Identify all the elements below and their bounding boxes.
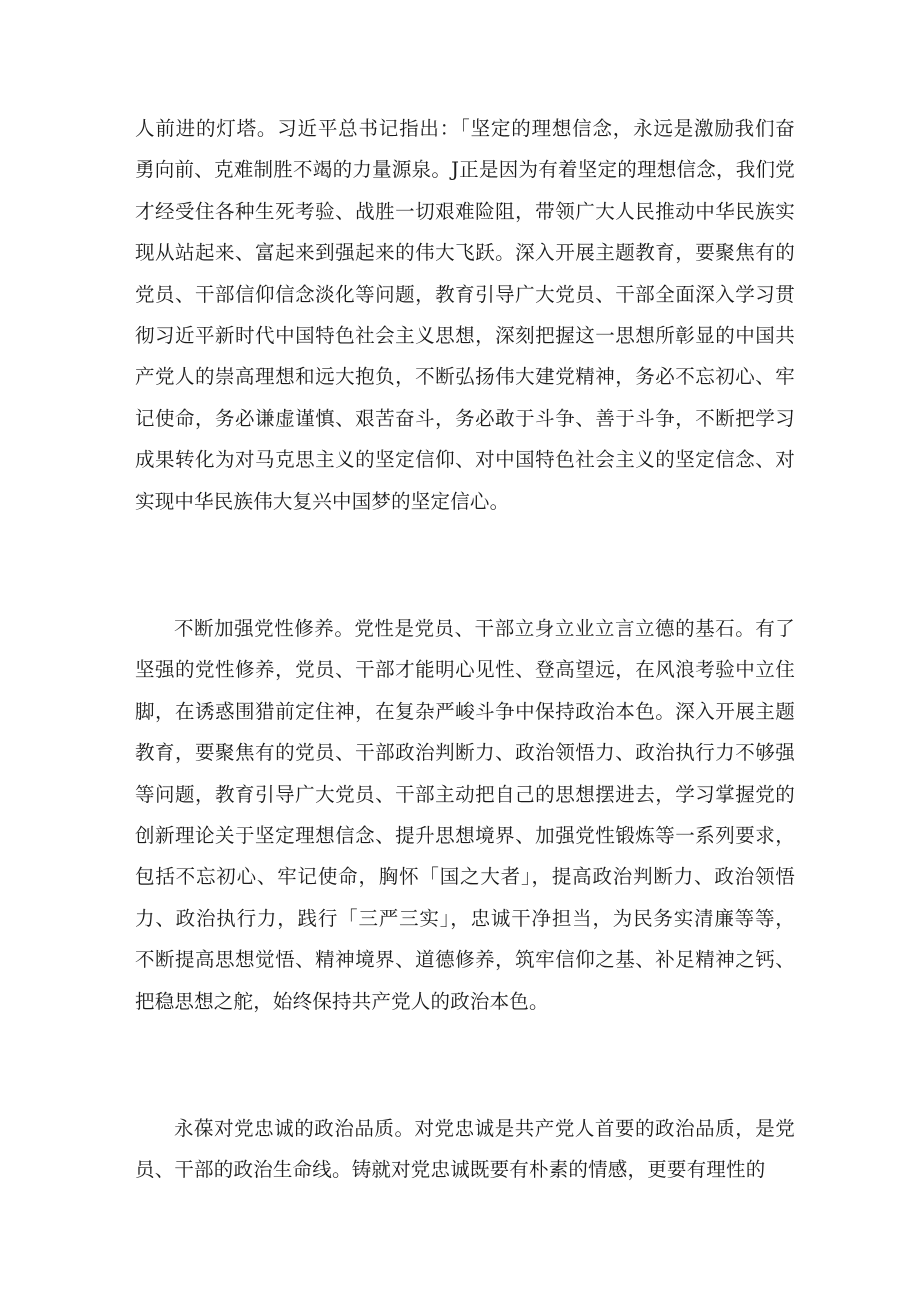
paragraph-ideals: 人前进的灯塔。习近平总书记指出：「坚定的理想信念，永远是激励我们奋勇向前、克难制胜不竭的力量源泉。J正是因为有着坚定的理想信念，我们党才经受住各种生死考验、战胜一切艰难险阻，带领广大人民推动中华民族实现从站起来、富起来到强起来的伟大飞跃。深入开展主题教育，要聚焦有的党员、干部信仰信念淡化等问题，教育引导广大党员、干部全面深入学习贯彻习近平新时代中国特色社会主义思想，深刻把握这一思想所彰显的中国共产党人的崇高理想和远大抱负，不断弘扬伟大建党精神，务必不忘初心、牢记使命，务必谦虚谨慎、艰苦奋斗，务必敢于斗争、善于斗争，不断把学习成果转化为对马克思主义的坚定信仰、对中国特色社会主义的坚定信念、对实现中华民族伟大复兴中国梦的坚定信心。 (135, 117, 795, 513)
paragraph-loyalty: 永葆对党忠诚的政治品质。对党忠诚是共产党人首要的政治品质，是党员、干部的政治生命线。铸就对党忠诚既要有朴素的情感，更要有理性的 (135, 1117, 795, 1182)
paragraph-party-spirit: 不断加强党性修养。党性是党员、干部立身立业立言立德的基石。有了坚强的党性修养，党员、干部才能明心见性、登高望远，在风浪考验中立住脚，在诱惑围猎前定住神，在复杂严峻斗争中保持政治本色。深入开展主题教育，要聚焦有的党员、干部政治判断力、政治领悟力、政治执行力不够强等问题，教育引导广大党员、干部主动把自己的思想摆进去，学习掌握党的创新理论关于坚定理想信念、提升思想境界、加强党性锻炼等一系列要求，包括不忘初心、牢记使命，胸怀「国之大者」，提高政治判断力、政治领悟力、政治执行力，践行「三严三实」，忠诚干净担当，为民务实清廉等等，不断提高思想觉悟、精神境界、道德修养，筑牢信仰之基、补足精神之钙、把稳思想之舵，始终保持共产党人的政治本色。 (135, 617, 795, 1013)
